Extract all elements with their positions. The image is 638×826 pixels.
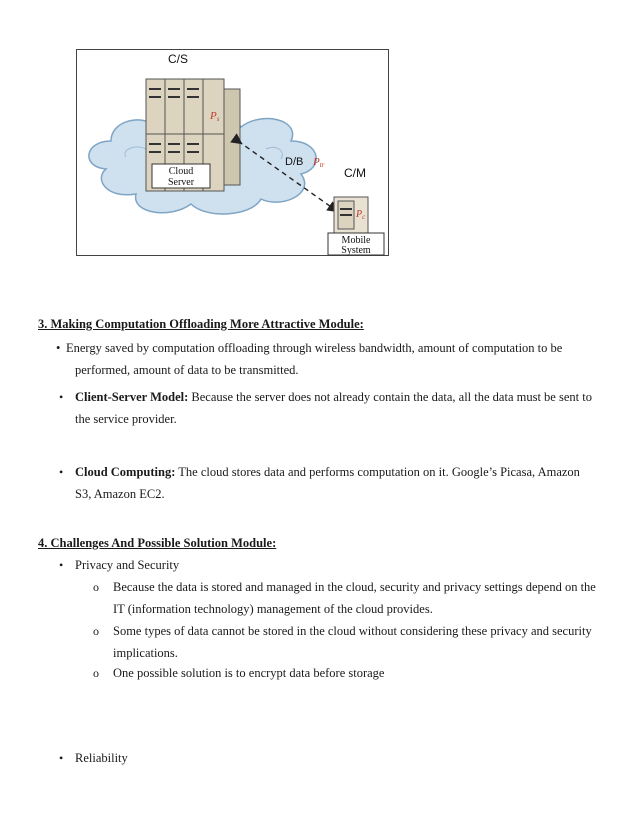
list-item-client-server (59, 386, 605, 408)
reliability-text: Reliability (75, 751, 128, 765)
list-item-cloud-computing-cont: S3, Amazon EC2. (75, 487, 165, 501)
section-4 (38, 536, 608, 551)
mobile-label-1: Mobile (341, 235, 371, 246)
sub-item-data-stored (93, 576, 613, 598)
list-item-client-server-cont: the service provider. (75, 412, 177, 426)
pc-label: $P_c$ (356, 209, 366, 221)
cloud-computing-text: The cloud stores data and performs computation on it. Google’s Picasa, Amazon (175, 465, 580, 479)
cloud-computing-term: Cloud Computing: (75, 465, 176, 479)
sub-item-data-stored-cont: IT (information technology) management of the cloud provides. (113, 602, 433, 616)
section-4-heading: 4. Challenges And Possible Solution Module: (38, 536, 277, 550)
sub-bullet-glyph: o (93, 624, 99, 638)
db-label: D/B (285, 156, 304, 168)
section-3-heading: 3. Making Computation Offloading More Attractive Module: (38, 317, 364, 331)
bullet-glyph: • (56, 341, 61, 355)
cloud-server-label-1: Cloud (168, 166, 194, 177)
cloud-diagram (76, 49, 390, 257)
client-server-term: Client-Server Model: (75, 390, 189, 404)
list-item-privacy (59, 554, 615, 576)
bullet-glyph: • (59, 465, 64, 479)
ps-label: Ps (210, 110, 220, 123)
sub-item-text: One possible solution is to encrypt data before storage (113, 666, 385, 680)
ptr-label: Ptr (313, 156, 325, 169)
bullet-glyph: • (59, 390, 64, 404)
cloud-server-label-2: Server (167, 177, 195, 188)
privacy-text: Privacy and Security (75, 558, 180, 572)
sub-item-text: Because the data is stored and managed in the cloud, security and privacy settings depend on the (113, 580, 596, 594)
list-item-reliability (59, 747, 615, 769)
sub-bullet-glyph: o (93, 580, 99, 594)
client-server-text: Because the server does not already contain the data, all the data must be sent to (188, 390, 592, 404)
sub-item-data-types-cont: implications. (113, 646, 178, 660)
bullet-glyph: • (59, 558, 64, 572)
list-item-energy-cont: performed, amount of data to be transmitted. (75, 363, 299, 377)
section-3 (38, 317, 608, 332)
list-item-energy (56, 337, 602, 359)
cs-label: C/S (167, 52, 189, 66)
sub-bullet-glyph: o (93, 666, 99, 680)
sub-item-text: Some types of data cannot be stored in the cloud without considering these privacy and security (113, 624, 592, 638)
sub-item-data-types (93, 620, 605, 642)
list-item-cloud-computing (59, 461, 605, 483)
cloud-offloading-figure (76, 49, 390, 257)
mobile-label-2: System (341, 245, 371, 256)
bullet-glyph: • (59, 751, 64, 765)
sub-item-encrypt (93, 662, 613, 684)
list-item-text: Energy saved by computation offloading through wireless bandwidth, amount of computation to be (66, 341, 563, 355)
cm-label: C/M (344, 166, 366, 180)
